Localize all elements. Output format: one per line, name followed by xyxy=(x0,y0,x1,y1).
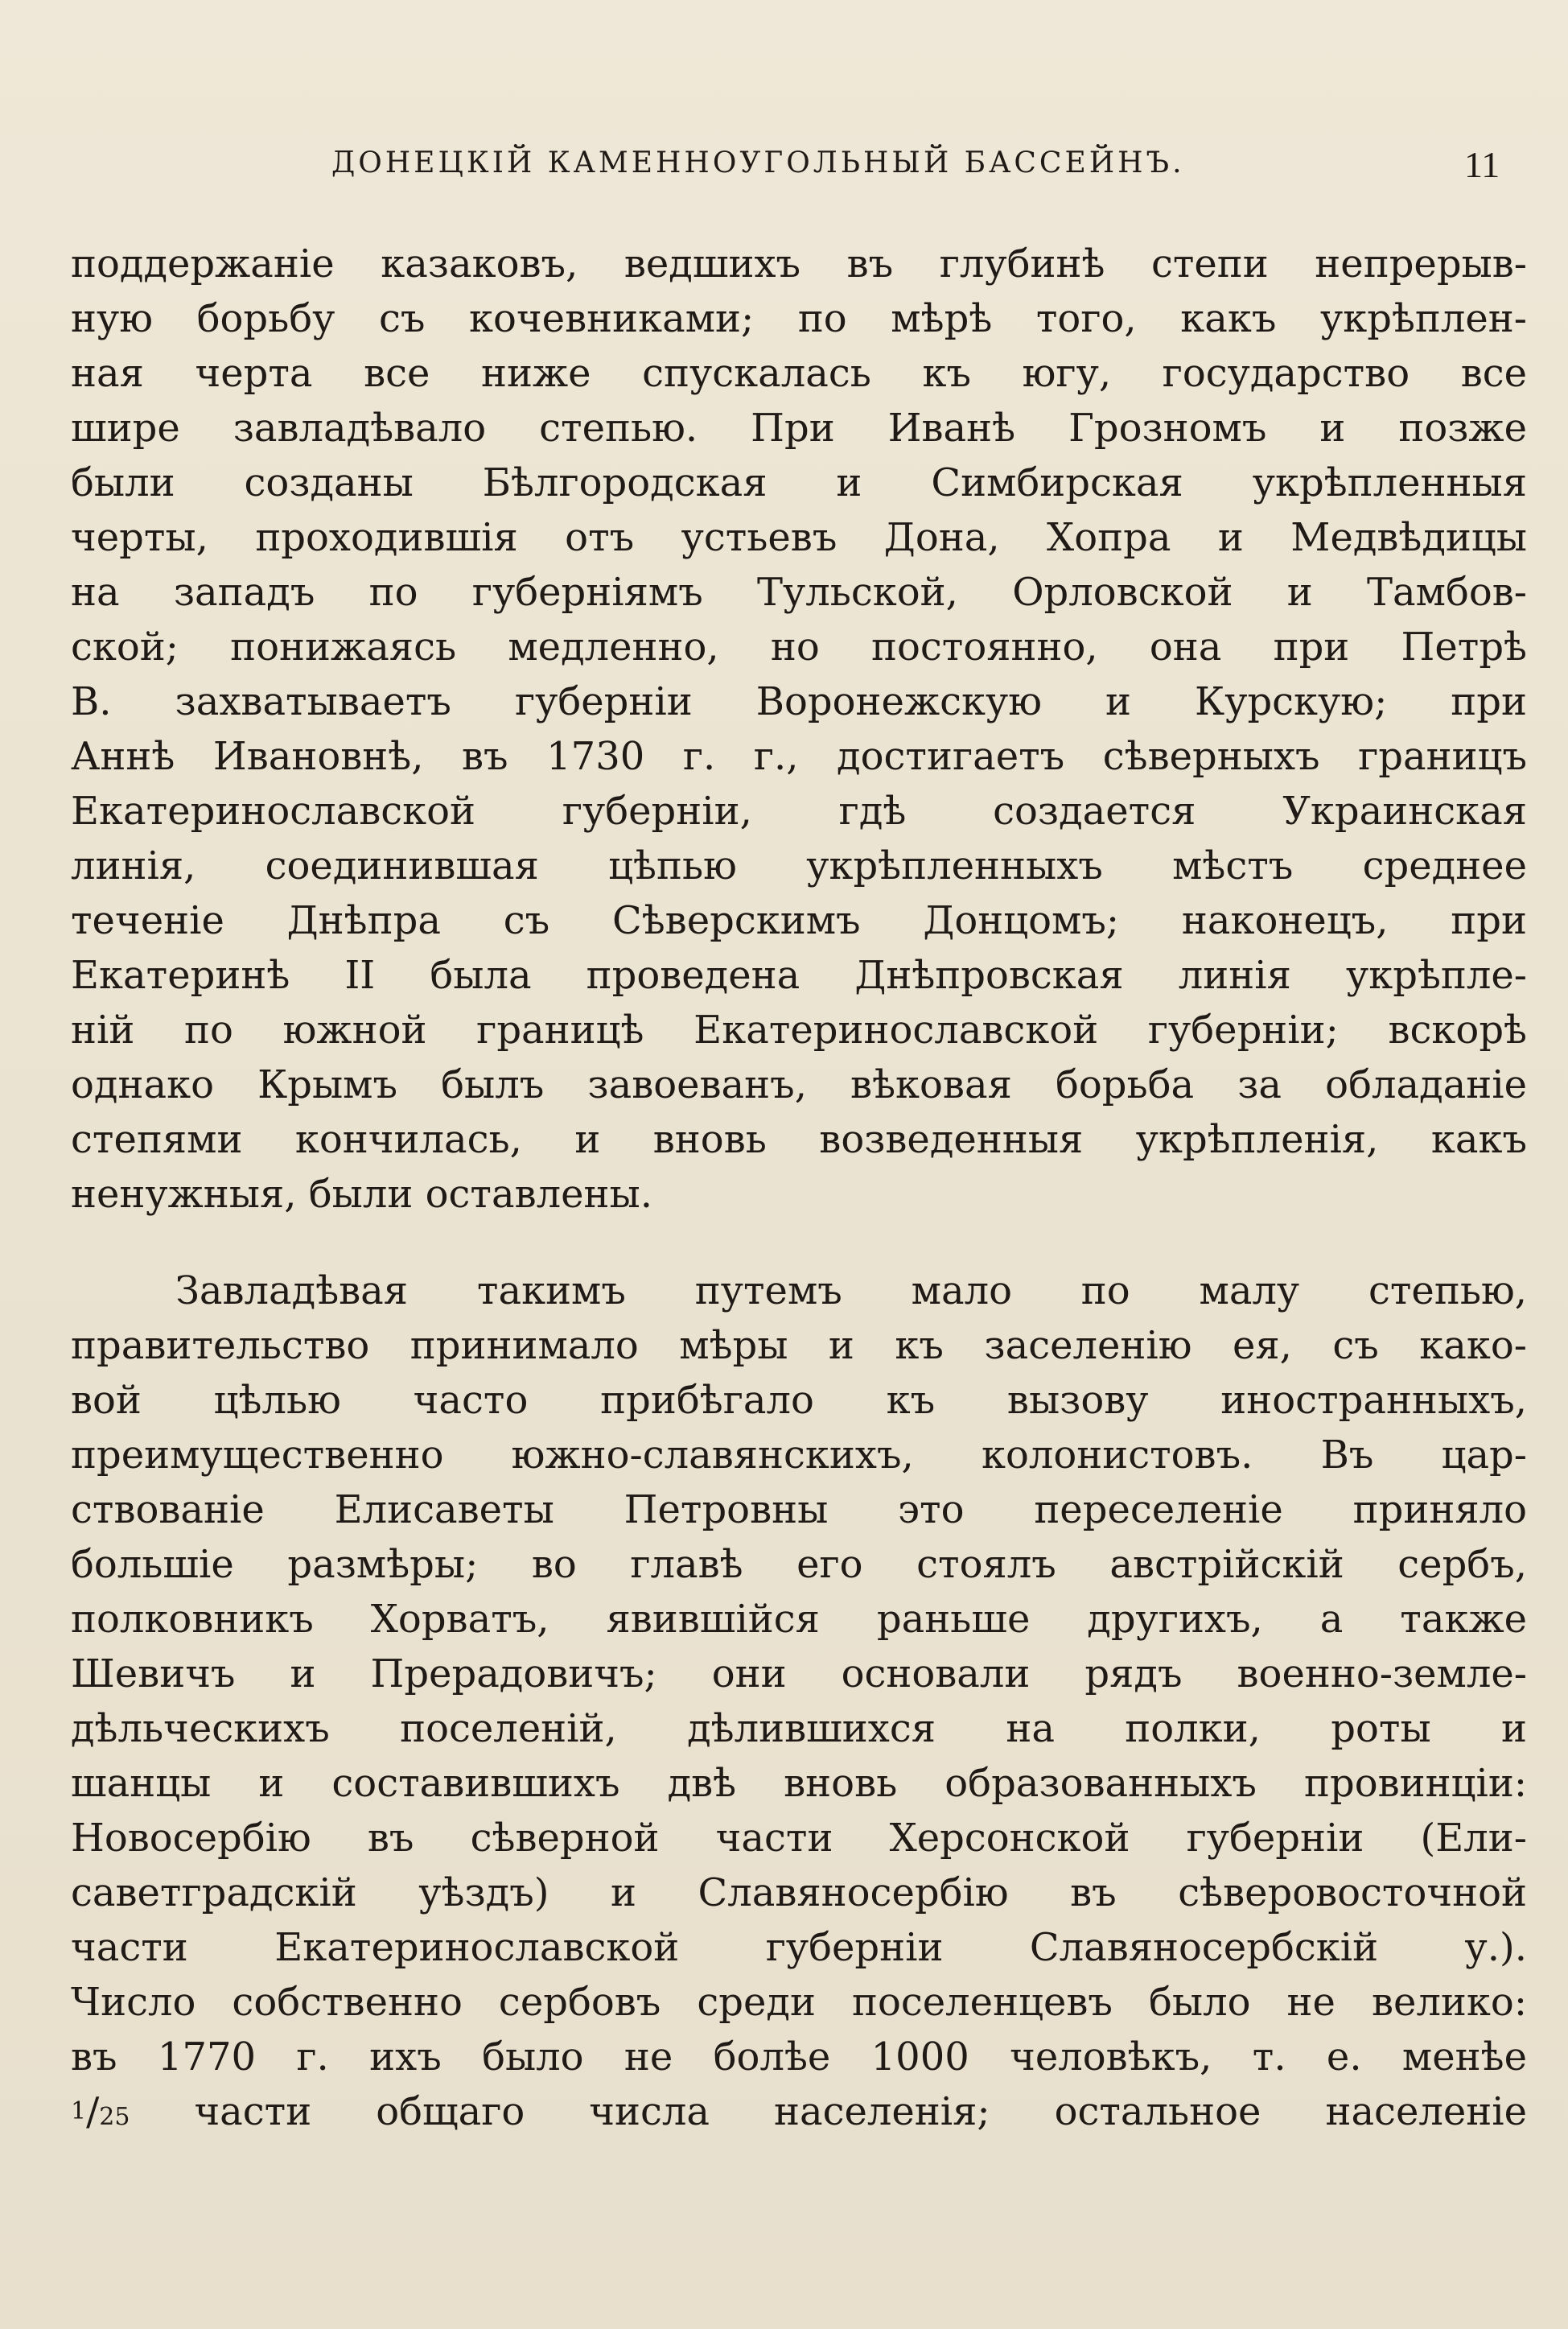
text-line: степями кончилась, и вновь возведенныя укрѣпленія, какъ xyxy=(71,1117,1527,1162)
text-line: Шевичъ и Прерадовичъ; они основали рядъ военно-земле- xyxy=(71,1651,1527,1696)
text-line: Екатеринославской губерніи, гдѣ создается Украинская xyxy=(71,789,1527,834)
running-title: ДОНЕЦКІЙ КАМЕННОУГОЛЬНЫЙ БАССЕЙНЪ. xyxy=(331,146,1185,179)
text-line: въ 1770 г. ихъ было не болѣе 1000 человѣкъ, т. е. менѣе xyxy=(71,2034,1527,2080)
text-line: правительство принимало мѣры и къ заселенію ея, съ како- xyxy=(71,1323,1527,1368)
text-line: Завладѣвая такимъ путемъ мало по малу степью, xyxy=(175,1268,1527,1313)
text-line-rest: части общаго числа населенія; остальное населеніе xyxy=(130,2089,1527,2134)
text-line: теченіе Днѣпра съ Сѣверскимъ Донцомъ; наконецъ, при xyxy=(71,898,1527,943)
text-line: ствованіе Елисаветы Петровны это переселеніе приняло xyxy=(71,1487,1527,1532)
paragraph-2 xyxy=(71,1263,1527,2139)
text-line: ную борьбу съ кочевниками; по мѣрѣ того, какъ укрѣплен- xyxy=(71,296,1527,341)
text-line: Аннѣ Ивановнѣ, въ 1730 г. г., достигаетъ сѣверныхъ границъ xyxy=(71,734,1527,779)
page-header xyxy=(0,143,1568,192)
text-line: были созданы Бѣлгородская и Симбирская укрѣпленныя xyxy=(71,460,1527,505)
text-line: линія, соединившая цѣпью укрѣпленныхъ мѣстъ среднее xyxy=(71,843,1527,888)
fraction-numerator: 1 xyxy=(71,2097,87,2125)
text-line: поддержаніе казаковъ, ведшихъ въ глубинѣ степи непрерыв- xyxy=(71,241,1527,286)
text-line: Число собственно сербовъ среди поселенцевъ было не велико: xyxy=(71,1980,1527,2025)
text-line: Екатеринѣ II была проведена Днѣпровская линія укрѣпле- xyxy=(71,953,1527,998)
text-line: ской; понижаясь медленно, но постоянно, она при Петрѣ xyxy=(71,625,1527,670)
text-line: однако Крымъ былъ завоеванъ, вѣковая борьба за обладаніе xyxy=(71,1062,1527,1107)
paragraph-1 xyxy=(71,237,1527,1222)
text-line: саветградскій уѣздъ) и Славяносербію въ сѣверовосточной xyxy=(71,1870,1527,1915)
text-line: ная черта все ниже спускалась къ югу, государство все xyxy=(71,351,1527,396)
text-line: ній по южной границѣ Екатеринославской губерніи; вскорѣ xyxy=(71,1008,1527,1053)
text-line: черты, проходившія отъ устьевъ Дона, Хопра и Медвѣдицы xyxy=(71,515,1527,560)
text-line: дѣльческихъ поселеній, дѣлившихся на полки, роты и xyxy=(71,1706,1527,1751)
text-line: части Екатеринославской губерніи Славяносербскій у.). xyxy=(71,1925,1527,1970)
text-line: Новосербію въ сѣверной части Херсонской губерніи (Ели- xyxy=(71,1816,1527,1861)
text-line: В. захватываетъ губерніи Воронежскую и Курскую; при xyxy=(71,679,1527,724)
fraction-denominator: 25 xyxy=(99,2103,130,2131)
text-line: полковникъ Хорватъ, явившійся раньше другихъ, а также xyxy=(71,1597,1527,1642)
text-line: ненужныя, были оставлены. xyxy=(71,1172,652,1217)
page-number: 11 xyxy=(1464,144,1500,185)
text-line: преимущественно южно-славянскихъ, колонистовъ. Въ цар- xyxy=(71,1432,1527,1478)
text-line: большіе размѣры; во главѣ его стоялъ австрійскій сербъ, xyxy=(71,1542,1527,1587)
text-line: на западъ по губерніямъ Тульской, Орловской и Тамбов- xyxy=(71,570,1527,615)
text-line: шире завладѣвало степью. При Иванѣ Грозномъ и позже xyxy=(71,406,1527,451)
text-line: шанцы и составившихъ двѣ вновь образованныхъ провинціи: xyxy=(71,1761,1527,1806)
text-line: вой цѣлью часто прибѣгало къ вызову иностранныхъ, xyxy=(71,1378,1527,1423)
text-line-fraction: $^1$/25 части общаго числа населенія; остальное населеніе xyxy=(71,2089,1527,2134)
